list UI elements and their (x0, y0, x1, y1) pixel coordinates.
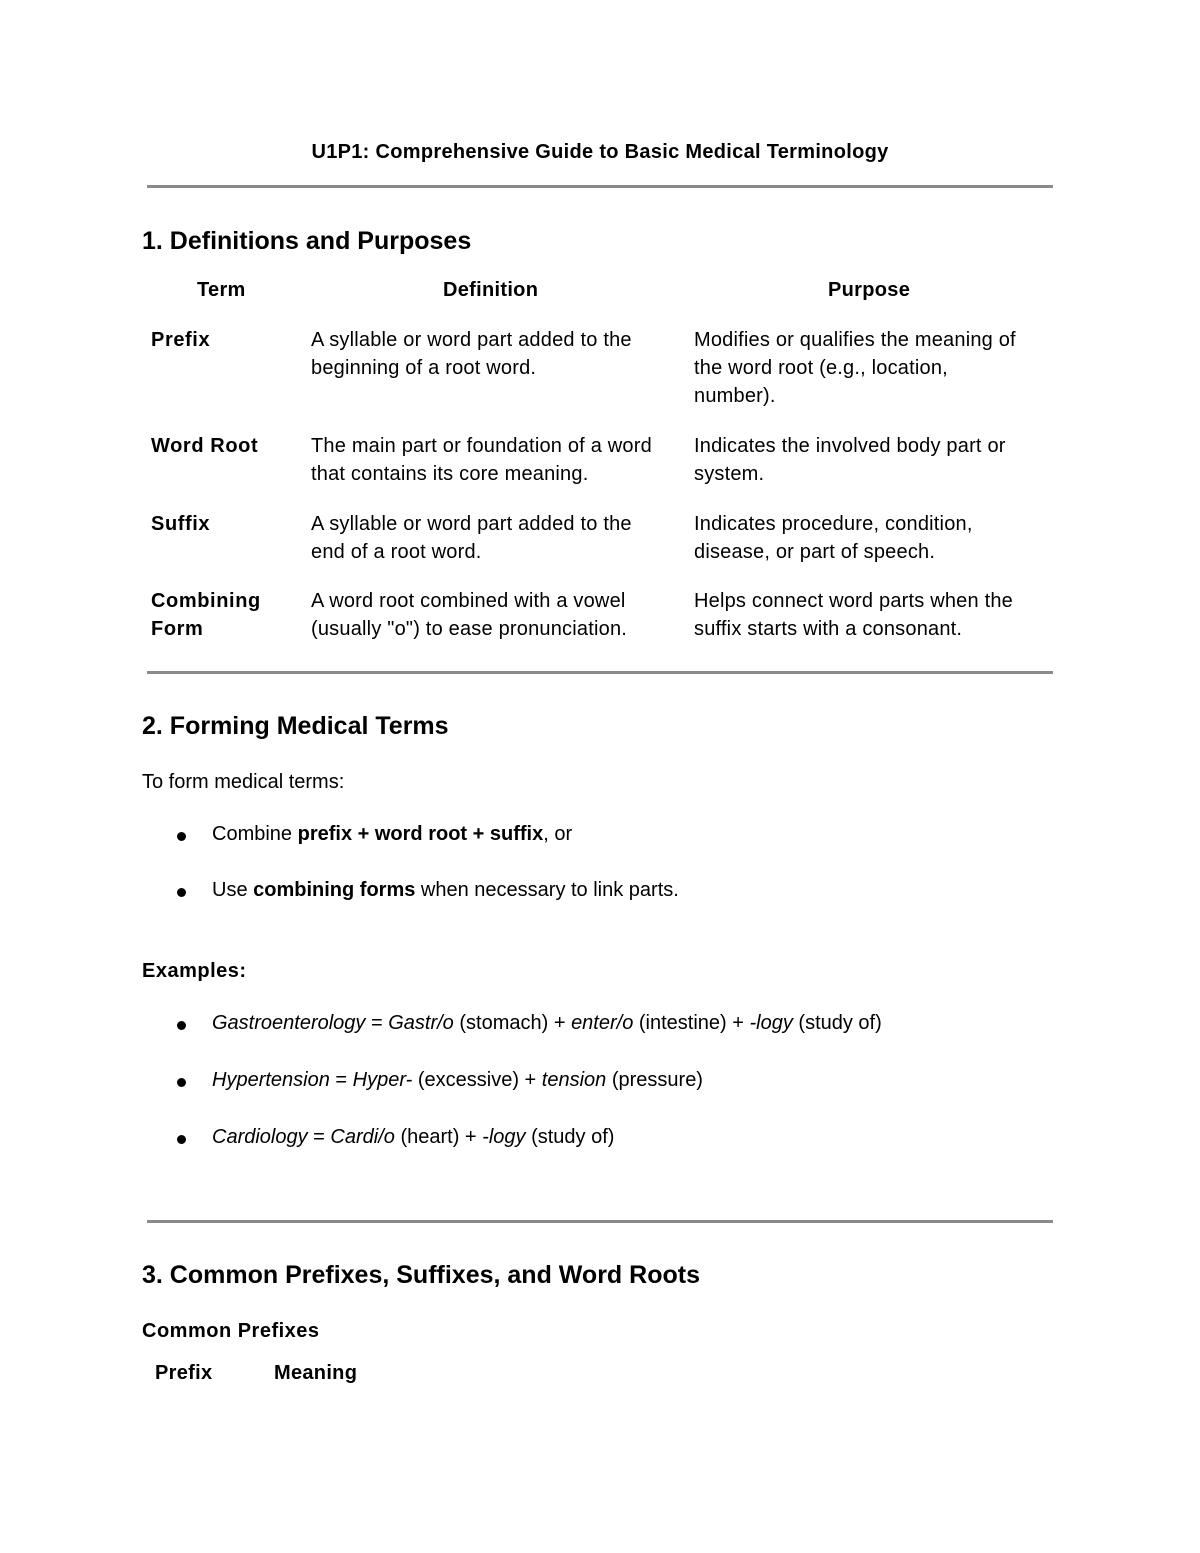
intro-text: To form medical terms: (142, 771, 345, 793)
table-row-definition: A syllable or word part added to the beginning of a root word. (311, 329, 632, 379)
table-row-purpose: Indicates the involved body part or system. (694, 435, 1006, 485)
horizontal-rule (147, 1220, 1053, 1223)
section-1-heading: 1. Definitions and Purposes (142, 227, 472, 255)
bullet-icon (177, 832, 186, 841)
bullet-icon (177, 1078, 186, 1087)
column-header-definition: Definition (443, 279, 539, 301)
document-title: U1P1: Comprehensive Guide to Basic Medical Terminology (311, 141, 889, 163)
examples-label: Examples: (142, 960, 247, 982)
table-row-definition: The main part or foundation of a word that contains its core meaning. (311, 435, 652, 485)
table-row-definition: A syllable or word part added to the end of a root word. (311, 513, 632, 563)
table-row-term: Word Root (151, 435, 259, 457)
table-row-definition: A word root combined with a vowel (usually "o") to ease pronunciation. (311, 590, 628, 640)
table-row-purpose: Helps connect word parts when the suffix starts with a consonant. (694, 590, 1013, 640)
document-page: U1P1: Comprehensive Guide to Basic Medical Terminology 1. Definitions and Purposes Term Definition Purpose Prefix A syllable or word part added to the beginning of a root word. Modifies or qualifies the meaning of the word root (e.g., location, number). Word Root The main part or foundation of a word that contains its core meaning. Indicates the involved body part or system. Suffix A syllable or word part added to the end of a root word. Indicates procedure, condition, disease, or part of speech. Combining Form A word root combined with a vowel (usually "o") to ease pronunciation. Helps connect word parts when the suffix starts with a consonant. 2. Forming Medical Terms To form medical terms: Combine prefix + word root + suffix, or Use combining forms when necessary to link parts. Examples: Gastroenterology = Gastr/o (stomach) + enter/o (intestine) + -logy (study of) Hypertension = Hyper- (excessive) + tension (pressure) Cardiology = Cardi/o (heart) + -logy (study of) 3. Common Prefixes, Suffixes, and Word Roots Common Prefixes Prefix Meaning (0, 0, 1200, 1553)
column-header-purpose: Purpose (828, 279, 911, 301)
horizontal-rule (147, 671, 1053, 674)
table-row-term: Prefix (151, 329, 211, 351)
column-header-term: Term (197, 279, 246, 301)
bullet-icon (177, 1135, 186, 1144)
table-row-term: Suffix (151, 513, 211, 535)
table-row-term: Combining Form (151, 590, 261, 640)
bullet-icon (177, 888, 186, 897)
bullet-icon (177, 1021, 186, 1030)
common-prefixes-heading: Common Prefixes (142, 1320, 320, 1342)
section-3-heading: 3. Common Prefixes, Suffixes, and Word Roots (142, 1261, 700, 1289)
horizontal-rule (147, 185, 1053, 188)
table-row-purpose: Modifies or qualifies the meaning of the word root (e.g., location, number). (694, 329, 1016, 407)
column-header-meaning: Meaning (274, 1362, 358, 1384)
table-row-purpose: Indicates procedure, condition, disease, or part of speech. (694, 513, 973, 563)
section-2-heading: 2. Forming Medical Terms (142, 712, 449, 740)
column-header-prefix: Prefix (155, 1362, 213, 1384)
